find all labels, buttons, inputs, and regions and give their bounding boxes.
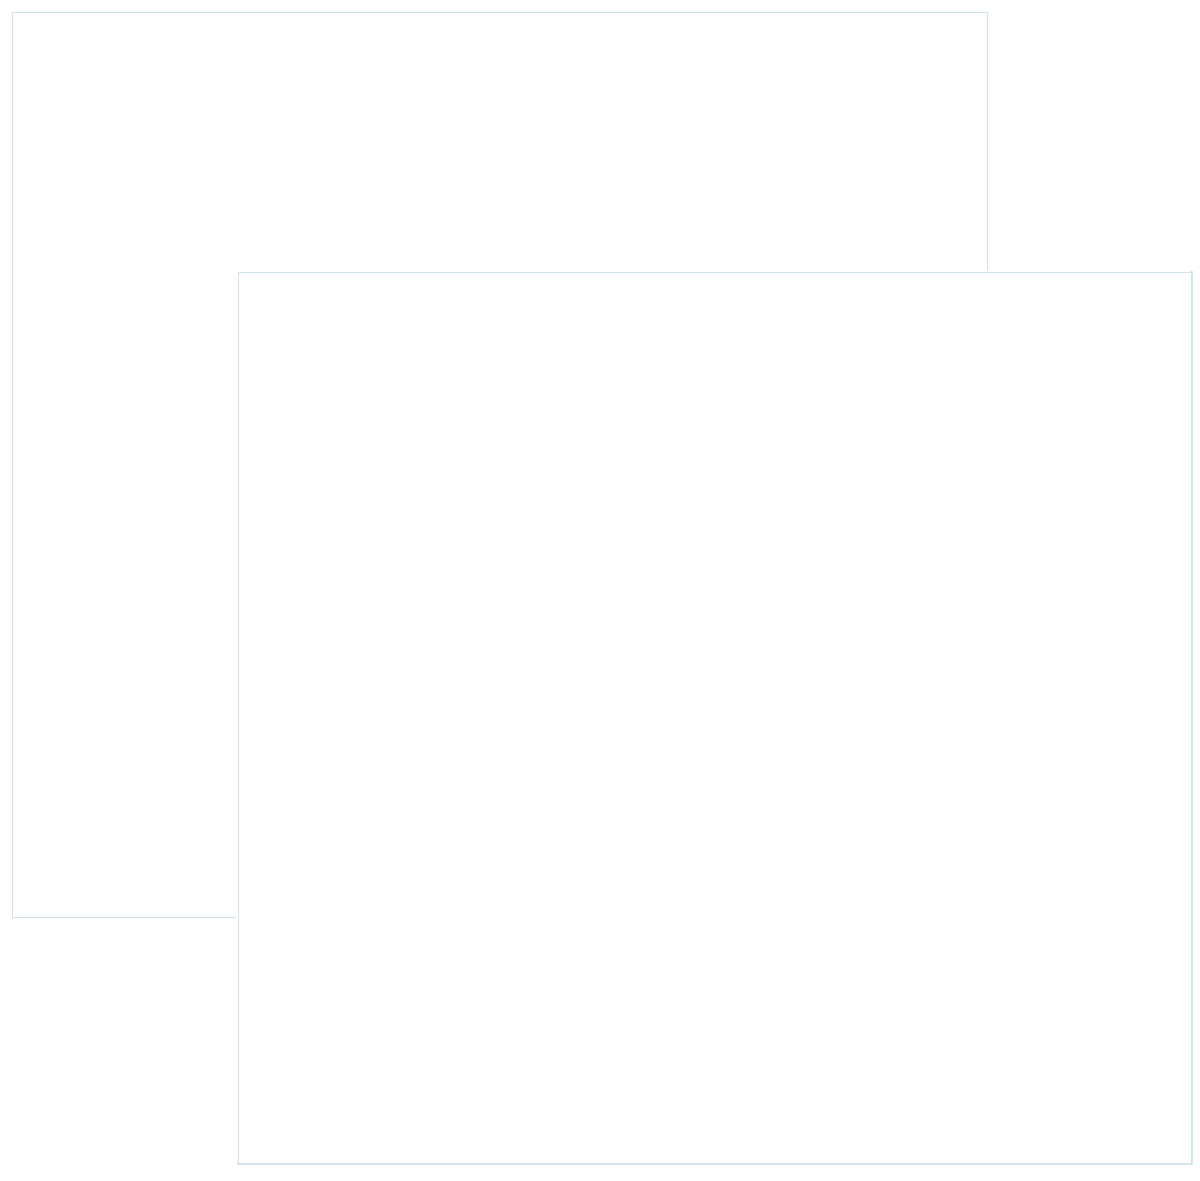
sticker-sheet-color [238, 272, 1192, 1164]
